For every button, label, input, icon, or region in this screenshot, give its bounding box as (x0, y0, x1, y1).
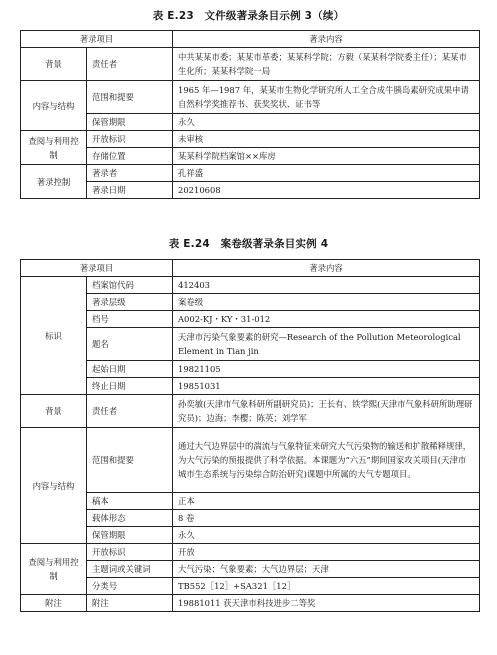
field-label: 档号 (87, 311, 173, 328)
field-value: TB552［12］+SA321［12］ (173, 578, 480, 595)
group-label: 背景 (21, 395, 87, 428)
table-row (21, 361, 480, 378)
field-value: 1965 年—1987 年，某某市生物化学研究所人工全合成牛胰岛素研究成果申请自然科学奖推荐书、获奖奖状、证书等 (173, 81, 480, 114)
field-label: 保管期限 (87, 114, 173, 131)
field-value: 案卷级 (173, 294, 480, 311)
field-label: 范围和提要 (87, 81, 173, 114)
field-value: 412403 (173, 277, 480, 294)
field-value: 通过大气边界层中的湍流与气象特征来研究大气污染物的输送和扩散稀释规律，为大气污染的预报提供了科学依据。本课题为“六五”期间国家攻关项目(天津市城市生态系统与污染综合防治研究)课题中所属的大气专题项目。 (173, 428, 480, 493)
catalog-table-e23 (20, 30, 480, 199)
field-value: 19881011 获天津市科技进步二等奖 (173, 595, 480, 612)
field-label: 著录日期 (87, 182, 173, 199)
field-value: 中共某某市委；某某市革委；某某科学院；方毅（某某科学院委主任）；某某市生化所；某某科学院一局 (173, 48, 480, 81)
field-value: 19821105 (173, 361, 480, 378)
field-value: 正本 (173, 493, 480, 510)
field-label: 稿本 (87, 493, 173, 510)
field-label: 著录层级 (87, 294, 173, 311)
field-label: 著录者 (87, 165, 173, 182)
column-header-item: 著录项目 (21, 260, 173, 277)
field-label: 档案馆代码 (87, 277, 173, 294)
field-label: 责任者 (87, 48, 173, 81)
field-value: A002-KJ・KY・31-012 (173, 311, 480, 328)
table-row (21, 277, 480, 294)
field-value: 孙奕敏(天津市气象科研所副研究员)；王长有、铁学熙(天津市气象科研所助理研究员)；边海；李樱；陈英；刘学军 (173, 395, 480, 428)
table-header-row (21, 31, 480, 48)
field-label: 主题词或关键词 (87, 561, 173, 578)
table-row (21, 378, 480, 395)
field-label: 保管期限 (87, 527, 173, 544)
column-header-content: 著录内容 (173, 260, 480, 277)
table-row (21, 561, 480, 578)
group-label: 附注 (21, 595, 87, 612)
field-label: 题名 (87, 328, 173, 361)
table-row (21, 493, 480, 510)
table-header-row (21, 260, 480, 277)
field-value: 大气污染；气象要素；大气边界层；天津 (173, 561, 480, 578)
group-label: 内容与结构 (21, 81, 87, 131)
group-label: 查阅与利用控制 (21, 544, 87, 595)
catalog-table-e24 (20, 259, 480, 612)
field-value: 永久 (173, 527, 480, 544)
table-caption: 表 E.24 案卷级著录条目实例 4 (168, 238, 329, 250)
field-value: 20210608 (173, 182, 480, 199)
table-row (21, 328, 480, 361)
table-row (21, 114, 480, 131)
field-value: 未审核 (173, 131, 480, 148)
column-header-item: 著录项目 (21, 31, 173, 48)
group-label: 查阅与利用控制 (21, 131, 87, 165)
field-label: 开放标识 (87, 544, 173, 561)
field-label: 开放标识 (87, 131, 173, 148)
column-header-content: 著录内容 (173, 31, 480, 48)
field-label: 范围和提要 (87, 428, 173, 493)
table-row (21, 428, 480, 493)
table-row (21, 395, 480, 428)
field-value: 8 卷 (173, 510, 480, 527)
table-row (21, 595, 480, 612)
field-value: 开放 (173, 544, 480, 561)
field-value: 天津市污染气象要素的研究—Research of the Pollution Meteorological Element in Tian jin (173, 328, 480, 361)
group-label: 背景 (21, 48, 87, 81)
field-value: 孔祥盛 (173, 165, 480, 182)
field-value: 某某科学院档案馆××库房 (173, 148, 480, 165)
field-label: 载体形态 (87, 510, 173, 527)
table-row (21, 544, 480, 561)
table-row (21, 131, 480, 148)
field-label: 终止日期 (87, 378, 173, 395)
group-label: 内容与结构 (21, 428, 87, 544)
table-row (21, 578, 480, 595)
table-row (21, 527, 480, 544)
table-row (21, 510, 480, 527)
table-row (21, 81, 480, 114)
table-row (21, 294, 480, 311)
table-row (21, 311, 480, 328)
field-label: 责任者 (87, 395, 173, 428)
group-label: 标识 (21, 277, 87, 395)
table-row (21, 148, 480, 165)
field-label: 附注 (87, 595, 173, 612)
table-row (21, 48, 480, 81)
field-label: 分类号 (87, 578, 173, 595)
table-caption: 表 E.23 文件级著录条目示例 3（续） (152, 10, 345, 22)
table-row (21, 182, 480, 199)
field-value: 永久 (173, 114, 480, 131)
group-label: 著录控制 (21, 165, 87, 199)
field-value: 19851031 (173, 378, 480, 395)
field-label: 起始日期 (87, 361, 173, 378)
field-label: 存储位置 (87, 148, 173, 165)
table-row (21, 165, 480, 182)
